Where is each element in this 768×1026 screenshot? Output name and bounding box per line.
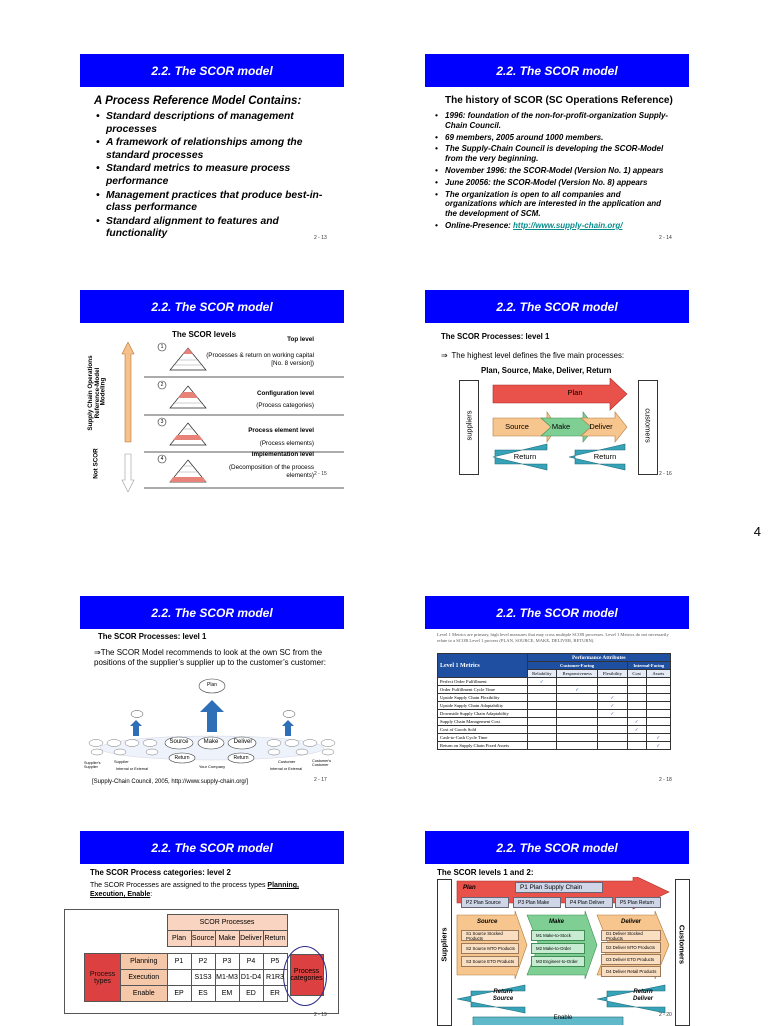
scor-processes-header: SCOR Processes (167, 915, 287, 931)
plan-arrow-label: Plan (567, 388, 583, 397)
customers-box (638, 380, 658, 475)
slide-heading: The SCOR levels 1 and 2: (437, 868, 534, 877)
metric-name: Supply Chain Management Cost (438, 718, 528, 726)
return-label: Return (233, 755, 249, 761)
deliver-arrow-label: Deliver (589, 422, 613, 431)
slide-page-number: 2 - 18 (659, 777, 672, 783)
column-header: Return (263, 931, 287, 947)
column-header: Plan (167, 931, 191, 947)
slide-title: 2.2. The SCOR model (80, 54, 344, 87)
table-cell: EM (215, 986, 239, 1002)
enable-label: Enable (553, 1015, 573, 1021)
slide-20 (425, 831, 693, 1021)
intro-process-types: Planning, Execution, Enable (90, 882, 299, 898)
list-item: • Standard descriptions of management processes (96, 111, 326, 136)
metric-cell (627, 734, 646, 742)
slide-heading: The SCOR Processes: level 1 (98, 632, 207, 641)
slide-title: 2.2. The SCOR model (80, 596, 344, 629)
table-cell: ES (191, 986, 215, 1002)
list-item: • Management practices that produce best-in-class performance (96, 190, 326, 215)
level-number: 1 (160, 343, 164, 350)
row-label: Enable (121, 986, 168, 1002)
intro-suffix: : (150, 890, 153, 898)
slide-19 (80, 831, 348, 1018)
return-label: Return (174, 755, 190, 761)
deliver-item: D3 Deliver ETO Products (601, 954, 661, 965)
metric-cell (527, 734, 557, 742)
column-header: Source (191, 931, 215, 947)
table-row (438, 710, 671, 718)
process-categories-cell (287, 954, 326, 1002)
slide-heading: The SCOR Processes: level 1 (441, 332, 550, 341)
suppliers-box (459, 380, 479, 475)
metric-cell (527, 718, 557, 726)
table-row (438, 702, 671, 710)
suppliers-label: suppliers (464, 410, 474, 441)
metric-cell (598, 678, 627, 686)
slide-title: 2.2. The SCOR model (425, 596, 689, 629)
metric-name: Perfect Order Fulfillment (438, 678, 528, 686)
intro-prefix: The SCOR Processes are assigned to the process types (90, 882, 268, 889)
return-arrow-label: Return (513, 452, 537, 461)
slide-page-number: 2 - 14 (659, 235, 672, 241)
column-header: Reliability (527, 670, 557, 678)
source-item: S3 Source ETO Products (461, 956, 519, 967)
table-cell: ER (263, 986, 287, 1002)
table-cell: P2 (191, 954, 215, 970)
level-description: (Process elements) (259, 440, 314, 447)
deliver-item: D2 Deliver MTO Products (601, 942, 661, 953)
intro-sentence: The SCOR Model recommends to look at the own SC from the positions of the supplier’s supplier up to the customer’s customer: (94, 648, 326, 667)
level-title: Top level (287, 336, 314, 343)
process-types-label: Process types (85, 954, 121, 1002)
column-header: Make (215, 931, 239, 947)
metric-cell (557, 678, 598, 686)
level-rows (144, 336, 344, 486)
supply-chain-link[interactable]: http://www.supply-chain.org/ (513, 220, 623, 230)
table-row (438, 742, 671, 750)
return-deliver-label: Return Deliver (632, 989, 653, 1002)
level-number: 3 (160, 418, 164, 425)
make-item: M1 Make-to-Stock (531, 930, 585, 941)
column-header: Assets (646, 670, 670, 678)
metric-cell: ✓ (627, 726, 646, 734)
slide-page-number: 2 - 15 (314, 471, 327, 477)
group-header: Customer-Facing (527, 662, 627, 670)
slide-heading: The history of SCOR (SC Operations Reference) (445, 95, 673, 106)
slide-18 (425, 596, 693, 783)
internal-external-label: Internal or External (270, 767, 303, 771)
table-cell: M1-M3 (215, 970, 239, 986)
metric-cell (627, 686, 646, 694)
column-header: Responsiveness (557, 670, 598, 678)
group-header: Internal-Facing (627, 662, 670, 670)
metric-cell (646, 702, 670, 710)
metric-cell (627, 710, 646, 718)
slide-14 (425, 54, 693, 241)
table-row (438, 678, 671, 686)
slide-13 (80, 54, 348, 241)
source-item: S2 Source MTO Products (461, 943, 519, 954)
metric-cell (527, 742, 557, 750)
metric-cell (557, 734, 598, 742)
metric-name: Cash-to-Cash Cycle Time (438, 734, 528, 742)
level-arrows (120, 342, 136, 492)
process-categories-label: Process categories (290, 954, 324, 996)
level-description: (Process categories) (256, 402, 314, 409)
metric-cell (598, 742, 627, 750)
make-label: Make (549, 919, 565, 925)
highlight-ellipse (283, 946, 327, 1006)
list-item: • June 20056: the SCOR-Model (Version No. 8) appears (435, 178, 673, 188)
metric-cell: ✓ (557, 686, 598, 694)
suppliers-box (437, 879, 452, 1026)
bullet-list (435, 111, 673, 231)
slide-title: 2.2. The SCOR model (425, 290, 689, 323)
online-label: Online-Presence: (445, 220, 514, 230)
deliver-label: Deliver (233, 739, 253, 745)
intro-text: ⇒The SCOR Model recommends to look at the own SC from the positions of the supplier’s supplier up to the customer’s customer: (94, 648, 326, 667)
citation: [Supply-Chain Council, 2005, http://www.supply-chain.org/] (92, 779, 249, 785)
metric-cell: ✓ (646, 734, 670, 742)
slide-title: 2.2. The SCOR model (425, 54, 689, 87)
metric-cell (527, 702, 557, 710)
slide-page-number: 2 - 19 (314, 1012, 327, 1018)
table-cell: P5 (263, 954, 287, 970)
process-subheading: Plan, Source, Make, Deliver, Return (481, 366, 612, 375)
intro-text (90, 882, 322, 899)
metric-cell (646, 694, 670, 702)
column-header: Deliver (239, 931, 263, 947)
deliver-item: D1 Deliver Stocked Products (601, 930, 661, 941)
slide-page-number: 2 - 16 (659, 471, 672, 477)
metric-cell (646, 718, 670, 726)
source-label: Source (477, 919, 498, 925)
metric-cell (627, 702, 646, 710)
metric-name: Downside Supply Chain Adaptability (438, 710, 528, 718)
table-cell (167, 970, 191, 986)
slide-heading: The SCOR levels (172, 330, 237, 339)
table-row (438, 694, 671, 702)
scor-model-label: Supply Chain Operations Reference-Model (87, 355, 101, 431)
list-item (435, 221, 673, 231)
intro-sentence: The highest level defines the five main processes: (451, 351, 625, 360)
metric-cell (557, 694, 598, 702)
return-arrow-label: Return (593, 452, 617, 461)
deliver-item: D4 Deliver Retail Products (601, 966, 661, 977)
table-title: Performance Attributes (527, 654, 670, 662)
slide-page-number: 2 - 17 (314, 777, 327, 783)
metric-cell (527, 726, 557, 734)
metric-cell (627, 742, 646, 750)
slide-heading: A Process Reference Model Contains: (94, 95, 302, 107)
customers-customer-label: Customer's Customer (312, 759, 332, 768)
table-row (438, 718, 671, 726)
metric-name: Order Fulfillment Cycle Time (438, 686, 528, 694)
deliver-label: Deliver (621, 919, 642, 925)
level-number: 2 (160, 381, 164, 388)
metric-cell (557, 742, 598, 750)
internal-external-label: Internal or External (116, 767, 149, 771)
categories-table (84, 914, 326, 1002)
supplier-label: Supplier (114, 759, 129, 764)
make-arrow-label: Make (551, 422, 571, 431)
level-description: (Processes & return on working capital [No. 8 version]) (206, 352, 314, 367)
plan-item: P3 Plan Make (513, 897, 561, 908)
metric-cell: ✓ (598, 694, 627, 702)
make-item: M3 Engineer-to-Order (531, 956, 585, 967)
customers-label: customers (643, 408, 653, 443)
table-row (438, 734, 671, 742)
plan-label: Plan (206, 682, 217, 688)
list-item: • A framework of relationships among the standard processes (96, 137, 326, 162)
metrics-body (438, 678, 671, 750)
slide-heading: The SCOR Process categories: level 2 (90, 868, 231, 877)
make-label: Make (203, 739, 219, 745)
list-item: • 1996: foundation of the non-for-profit-organization Supply-Chain Council. (435, 111, 673, 131)
metric-cell (627, 678, 646, 686)
table-cell: EP (167, 986, 191, 1002)
intro-text: ⇒ The highest level defines the five main processes: (441, 351, 625, 360)
scor-side-labels (85, 350, 111, 440)
list-item: • November 1996: the SCOR-Model (Version No. 1) appears (435, 166, 673, 176)
plan-item: P5 Plan Return (615, 897, 661, 908)
document-page-number: 4 (753, 524, 761, 539)
row-label: Execution (121, 970, 168, 986)
table-cell: ED (239, 986, 263, 1002)
metric-name: Cost of Goods Sold (438, 726, 528, 734)
metric-cell (557, 710, 598, 718)
level-title: Configuration level (256, 390, 314, 397)
slide-17 (80, 596, 348, 785)
list-item: • Standard metrics to measure process performance (96, 163, 326, 188)
table-cell: P3 (215, 954, 239, 970)
slide-title: 2.2. The SCOR model (425, 831, 689, 864)
table-cell: S1S3 (191, 970, 215, 986)
make-item: M2 Make-to-Order (531, 943, 585, 954)
metrics-table (437, 653, 671, 750)
customers-box (675, 879, 690, 1026)
metric-cell (527, 694, 557, 702)
plan-label: Plan (463, 885, 476, 891)
return-source-label: Return Source (492, 989, 514, 1002)
intro-text: Level 1 Metrics are primary, high level measures that may cross multiple SCOR processes. Level 1 Metrics do not necessarily relate to a SCOR Level 1 process (PLAN, SOURCE, MAKE, DELIVER, RETURN). (437, 632, 669, 643)
customer-label: Customer (278, 759, 296, 764)
metric-cell (646, 710, 670, 718)
metric-cell: ✓ (646, 742, 670, 750)
not-scor-label: Not SCOR (92, 448, 100, 479)
row-header: Level 1 Metrics (438, 654, 528, 678)
slide-title: 2.2. The SCOR model (80, 290, 344, 323)
plan-supply-chain-bar: P1 Plan Supply Chain (515, 882, 603, 893)
suppliers-label: Suppliers (439, 927, 449, 962)
list-item: • Standard alignment to features and functionality (96, 216, 326, 241)
slide-16 (425, 290, 693, 477)
slide-title: 2.2. The SCOR model (80, 831, 344, 864)
list-item: • The Supply-Chain Council is developing the SCOR-Model from the very beginning. (435, 144, 673, 164)
row-label: Planning (121, 954, 168, 970)
plan-item: P4 Plan Deliver (565, 897, 613, 908)
slide-15 (80, 290, 348, 479)
level-description: (Decomposition of the process elements) (228, 464, 314, 479)
column-header: Flexibility (598, 670, 627, 678)
metric-name: Upside Supply Chain Adaptability (438, 702, 528, 710)
metric-cell (557, 726, 598, 734)
table-cell: R1R3 (263, 970, 287, 986)
metric-cell (598, 718, 627, 726)
source-item: S1 Source Stocked Products (461, 930, 519, 941)
metric-cell (646, 686, 670, 694)
column-header: Cost (627, 670, 646, 678)
metric-cell (598, 726, 627, 734)
plan-item: P2 Plan Source (461, 897, 509, 908)
metric-cell (627, 694, 646, 702)
metric-cell (557, 718, 598, 726)
metric-cell (646, 678, 670, 686)
list-item: • The organization is open to all companies and organizations which are interested in the application and the development of SCM. (435, 190, 673, 219)
metric-cell: ✓ (598, 710, 627, 718)
table-row (438, 686, 671, 694)
table-cell: P1 (167, 954, 191, 970)
metric-cell (598, 686, 627, 694)
level-title: Process element level (248, 427, 314, 434)
source-label: Source (169, 739, 189, 745)
level-title: Implementation level (251, 451, 314, 458)
metric-name: Upside Supply Chain Flexibility (438, 694, 528, 702)
modeling-label: Modeling (99, 377, 107, 406)
metric-name: Return on Supply Chain Fixed Assets (438, 742, 528, 750)
metric-cell (527, 686, 557, 694)
customers-label: Customers (677, 924, 687, 965)
metric-cell: ✓ (527, 678, 557, 686)
source-arrow-label: Source (505, 422, 529, 431)
table-cell: D1-D4 (239, 970, 263, 986)
metric-cell: ✓ (598, 702, 627, 710)
metric-cell (646, 726, 670, 734)
metric-cell (527, 710, 557, 718)
level-number: 4 (160, 455, 164, 462)
slide-page-number: 2 - 20 (659, 1012, 672, 1018)
table-row (438, 726, 671, 734)
suppliers-supplier-label: Supplier's Supplier (84, 761, 101, 770)
your-company-label: Your Company (198, 764, 226, 769)
list-item: • 69 members, 2005 around 1000 members. (435, 133, 673, 143)
table-cell: P4 (239, 954, 263, 970)
metric-cell (557, 702, 598, 710)
slide-page-number: 2 - 13 (314, 235, 327, 241)
metric-cell: ✓ (627, 718, 646, 726)
metric-cell (598, 734, 627, 742)
bullet-list (96, 111, 326, 241)
